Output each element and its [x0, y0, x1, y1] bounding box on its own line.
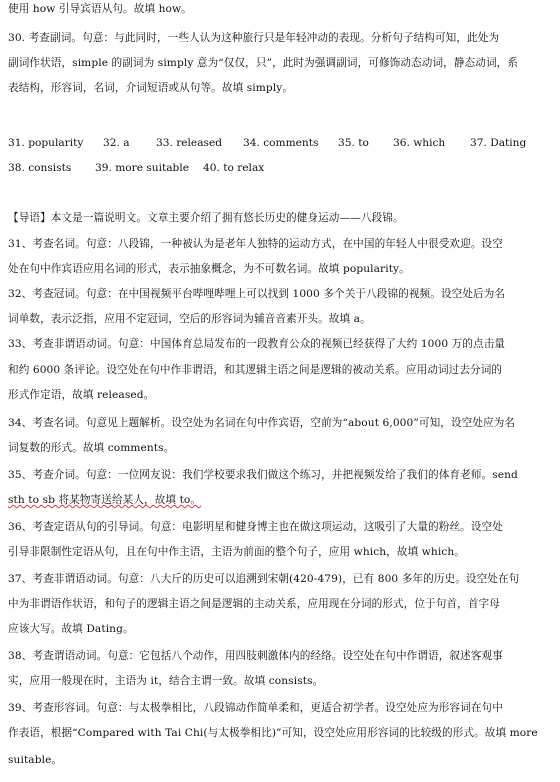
explanation-line: 32、考查冠词。句意：在中国视频平台哔哩哔哩上可以找到 1000 多个关于八段锦的视频。设空处后为名: [8, 288, 506, 300]
guide-summary: 【导语】本文是一篇说明文。文章主要介绍了拥有悠长历史的健身运动——八段锦。: [8, 212, 404, 224]
q30-line-2: 副词作状语，simple 的副词为 simply 意为“仅仅，只”，此时为强调副词，可修饰动态动词，静态动词，系: [8, 57, 519, 69]
answer-40: 40. to relax: [203, 162, 265, 174]
explanation-line: 作表语，根据“Compared with Tai Chi(与太极拳相比)”可知，设空处应用形容词的比较级的形式。故填 more: [8, 727, 538, 739]
answer-35: 35. to: [338, 137, 369, 149]
answer-34: 34. comments: [243, 137, 319, 149]
explanation-line: sth to sb 将某物寄送给某人，故填 to。: [8, 494, 202, 506]
explanation-line: 中为非谓语作状语，和句子的逻辑主语之间是逻辑的主动关系，应用现在分词的形式，位于句首，首字母: [8, 598, 500, 610]
explanation-line: 37、考查非谓语动词。句意：八大斤的历史可以追溯到宋朝(420-479)，已有 800 多年的历史。设空处在句: [8, 573, 520, 585]
answer-33: 33. released: [156, 137, 223, 149]
answer-36: 36. which: [393, 137, 446, 149]
how-explanation-tail: 使用 how 引导宾语从句。故填 how。: [8, 3, 192, 15]
explanation-line: 31、考查名词。句意：八段锦，一种被认为是老年人独特的运动方式，在中国的年轻人中很受欢迎。设空: [8, 238, 503, 250]
q30-line-1: 30. 考查副词。句意：与此同时，一些人认为这种旅行只是年轻冲动的表现。分析句子结构可知，此处为: [8, 32, 500, 44]
explanation-line: 引导非限制性定语从句，且在句中作主语，主语为前面的整个句子，应用 which，故填 which。: [8, 546, 465, 558]
explanation-line: 应该大写。故填 Dating。: [8, 623, 134, 635]
explanation-line: 形式作定语，故填 released。: [8, 389, 155, 401]
answer-38: 38. consists: [8, 162, 72, 174]
explanation-line: 和约 6000 条评论。设空处在句中作非谓语，和其逻辑主语之间是逻辑的被动关系。应用动词过去分词的: [8, 364, 503, 376]
answer-31: 31. popularity: [8, 137, 84, 149]
answer-32: 32. a: [103, 137, 130, 149]
q30-line-3: 表结构，形容词，名词，介词短语或从句等。故填 simply。: [8, 82, 294, 94]
explanation-line: 38、考查谓语动词。句意：它包括八个动作，用四肢刺激体内的经络。设空处在句中作谓语，叙述客观事: [8, 650, 503, 662]
explanation-line: 33、考查非谓语动词。句意：中国体育总局发布的一段教育公众的视频已经获得了大约 1000 万的点击量: [8, 338, 506, 350]
answer-39: 39. more suitable: [95, 162, 189, 174]
explanation-line: 34、考查名词。句意见上题解析。设空处为名词在句中作宾语，空前为“about 6,000”可知，设空处应为名: [8, 417, 516, 429]
answer-37: 37. Dating: [470, 137, 527, 149]
explanation-line: 实，应用一般现在时，主语为 it，结合主谓一致。故填 consists。: [8, 675, 324, 687]
explanation-line: suitable。: [8, 754, 63, 766]
explanation-line: 35、考查介词。句意：一位网友说：我们学校要求我们做这个练习，并把视频发给了我们的体育老师。send: [8, 469, 518, 481]
explanation-line: 36、考查定语从句的引导词。句意：电影明星和健身博主也在做这项运动，这吸引了大量的粉丝。设空处: [8, 521, 503, 533]
explanation-line: 处在句中作宾语应用名词的形式，表示抽象概念，为不可数名词。故填 popularity。: [8, 263, 410, 275]
explanation-line: 词单数，表示泛指，应用不定冠词，空后的形容词为辅音音素开头。故填 a。: [8, 313, 371, 325]
explanation-line: 39、考查形容词。句意：与太极拳相比，八段锦动作简单柔和，更适合初学者。设空处应为形容词在句中: [8, 702, 503, 714]
explanation-line: 词复数的形式。故填 comments。: [8, 442, 175, 454]
